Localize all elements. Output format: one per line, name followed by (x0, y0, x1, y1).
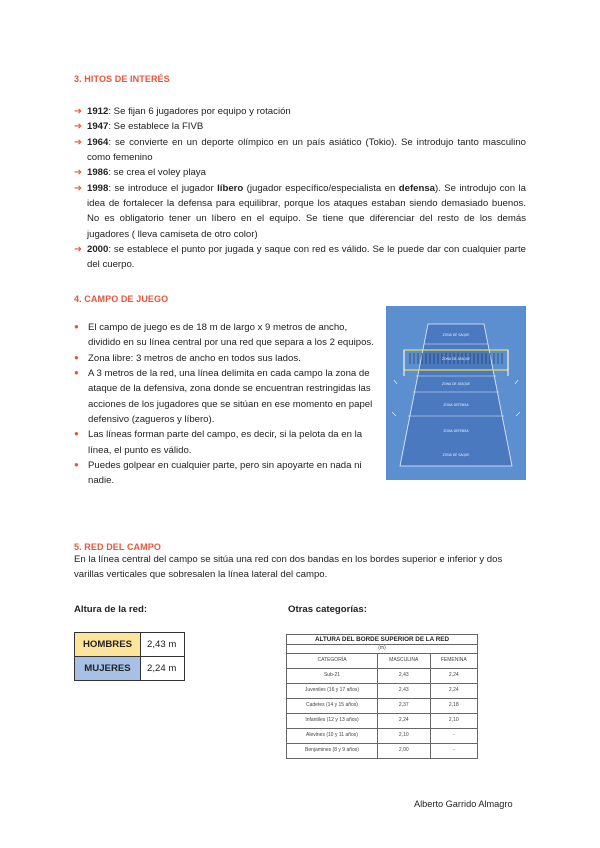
altura-label: Altura de la red: (74, 604, 148, 615)
arrow-right-icon: ➔ (74, 244, 83, 256)
list-item (74, 135, 526, 166)
list-item (74, 104, 526, 119)
item-text: Zona libre: 3 metros de ancho en todos sus lados. (88, 352, 301, 364)
bullet-icon: ● (74, 368, 79, 378)
list-item (74, 351, 380, 366)
category-cell: Cadetes (14 y 15 años) (287, 698, 378, 713)
column-header: CATEGORÍA (287, 653, 378, 668)
year: 2000 (87, 244, 109, 256)
value-cell: 2,24 (378, 713, 431, 728)
arrow-right-icon: ➔ (74, 182, 83, 194)
bullet-icon: ● (74, 322, 79, 331)
zone-label: ZONA DE SAQUE (442, 333, 470, 337)
court-diagram (386, 306, 526, 480)
section-3-title: 3. HITOS DE INTERÉS (74, 74, 170, 84)
other-categories-table (286, 634, 478, 759)
item-text: El campo de juego es de 18 m de largo x 9 metros de ancho, dividido en su línea central por una red que separa a los 2 equipos. (88, 322, 374, 349)
list-item (74, 181, 526, 242)
table-row (287, 683, 478, 698)
value-cell: 2,10 (378, 728, 431, 743)
zone-label: ZONA DE ATAQUE (441, 357, 471, 361)
category-cell: Alevines (10 y 11 años) (287, 728, 378, 743)
net-height-table (74, 632, 185, 681)
bold-term: defensa (398, 182, 436, 194)
value-cell: 2,24 m (141, 657, 185, 681)
value-cell: 2,10 (430, 713, 477, 728)
item-text: : se introduce el jugador (108, 182, 218, 194)
category-cell: MUJERES (75, 657, 141, 681)
list-item (74, 458, 380, 489)
item-text: (jugador específico/especialista en (243, 182, 399, 194)
arrow-right-icon: ➔ (74, 136, 83, 148)
table-row (287, 668, 478, 683)
value-cell: - (430, 743, 477, 758)
campo-list (74, 320, 380, 489)
category-cell: Benjamines (8 y 9 años) (287, 743, 378, 758)
table-row (287, 698, 478, 713)
otras-label: Otras categorías: (288, 604, 367, 615)
court-image (386, 306, 526, 480)
category-cell: Sub-21 (287, 668, 378, 683)
bullet-icon: ● (74, 429, 79, 439)
list-item (74, 165, 526, 180)
table-row (287, 728, 478, 743)
section-5-title: 5. RED DEL CAMPO (74, 542, 161, 552)
item-text: Las líneas forman parte del campo, es decir, si la pelota da en la línea, el punto es válido. (88, 429, 363, 456)
year: 1998 (87, 182, 109, 194)
value-cell: 2,43 m (141, 633, 185, 657)
item-text: : Se establece la FIVB (108, 121, 204, 133)
year: 1986 (87, 167, 109, 179)
table-row (287, 713, 478, 728)
year: 1964 (87, 136, 109, 148)
item-text: : Se fijan 6 jugadores por equipo y rotación (108, 106, 291, 117)
item-text: : se convierte en un deporte olímpico en un país asiático (Tokio). Se introdujo tanto masculino como femenino (87, 136, 526, 164)
list-item (74, 427, 380, 458)
category-cell: Infantiles (12 y 13 años) (287, 713, 378, 728)
value-cell: 2,37 (378, 698, 431, 713)
table-unit: (m) (287, 645, 478, 654)
column-header: FEMENINA (430, 653, 477, 668)
value-cell: 2,18 (430, 698, 477, 713)
arrow-right-icon: ➔ (74, 167, 83, 179)
table-row (75, 633, 185, 657)
section-4-title: 4. CAMPO DE JUEGO (74, 294, 169, 304)
list-item (74, 366, 380, 427)
item-text: ). Se introdujo con la idea de fortalecer la defensa para equilibrar, porque los ataques estaban siendo demasiado buenos. No es obligatorio tener un líbero en el equipo. Se tiene que diferenciar del resto de los demás jugadores ( lleva camiseta de otro color) (87, 182, 526, 240)
item-text: : se crea el voley playa (108, 167, 206, 179)
author-name: Alberto Garrido Almagro (414, 799, 513, 809)
table-row (75, 657, 185, 681)
year: 1947 (87, 121, 109, 133)
item-text: Puedes golpear en cualquier parte, pero sin apoyarte en nada ni nadie. (88, 460, 362, 487)
bullet-icon: ● (74, 460, 79, 470)
table-title: ALTURA DEL BORDE SUPERIOR DE LA RED (287, 635, 478, 645)
list-item (74, 320, 380, 351)
value-cell: 2,00 (378, 743, 431, 758)
zone-label: ZONA DEFENSA (443, 403, 469, 407)
zone-label: ZONA DE ATAQUE (441, 382, 471, 386)
year: 1912 (87, 106, 109, 117)
bold-term: líbero (217, 182, 244, 194)
item-text: A 3 metros de la red, una línea delimita en cada campo la zona de ataque de la defensiva, zona donde se encuentran restringidas las acciones de los jugadores que se sitúan en ese momento en papel defensivo (zagueros y líbero). (88, 368, 373, 426)
zone-label: ZONA DE SAQUE (442, 453, 470, 457)
value-cell: 2,24 (430, 683, 477, 698)
zone-label: ZONA DEFENSA (443, 429, 469, 433)
category-cell: Juveniles (16 y 17 años) (287, 683, 378, 698)
table-header-row (287, 653, 478, 668)
bullet-icon: ● (74, 352, 79, 362)
hitos-list (74, 104, 526, 273)
category-cell: HOMBRES (75, 633, 141, 657)
value-cell: 2,43 (378, 683, 431, 698)
value-cell: - (430, 728, 477, 743)
column-header: MASCULINA (378, 653, 431, 668)
value-cell: 2,43 (378, 668, 431, 683)
table-row (287, 743, 478, 758)
list-item (74, 119, 526, 134)
arrow-right-icon: ➔ (74, 121, 83, 133)
list-item (74, 242, 526, 273)
red-description: En la línea central del campo se sitúa una red con dos bandas en los bordes superior e inferior y dos varillas verticales que sobresalen la línea lateral del campo. (74, 554, 503, 581)
value-cell: 2,24 (430, 668, 477, 683)
item-text: : se establece el punto por jugada y saque con red es válido. Se le puede dar con cualquier parte del cuerpo. (87, 244, 526, 271)
arrow-right-icon: ➔ (74, 106, 83, 117)
